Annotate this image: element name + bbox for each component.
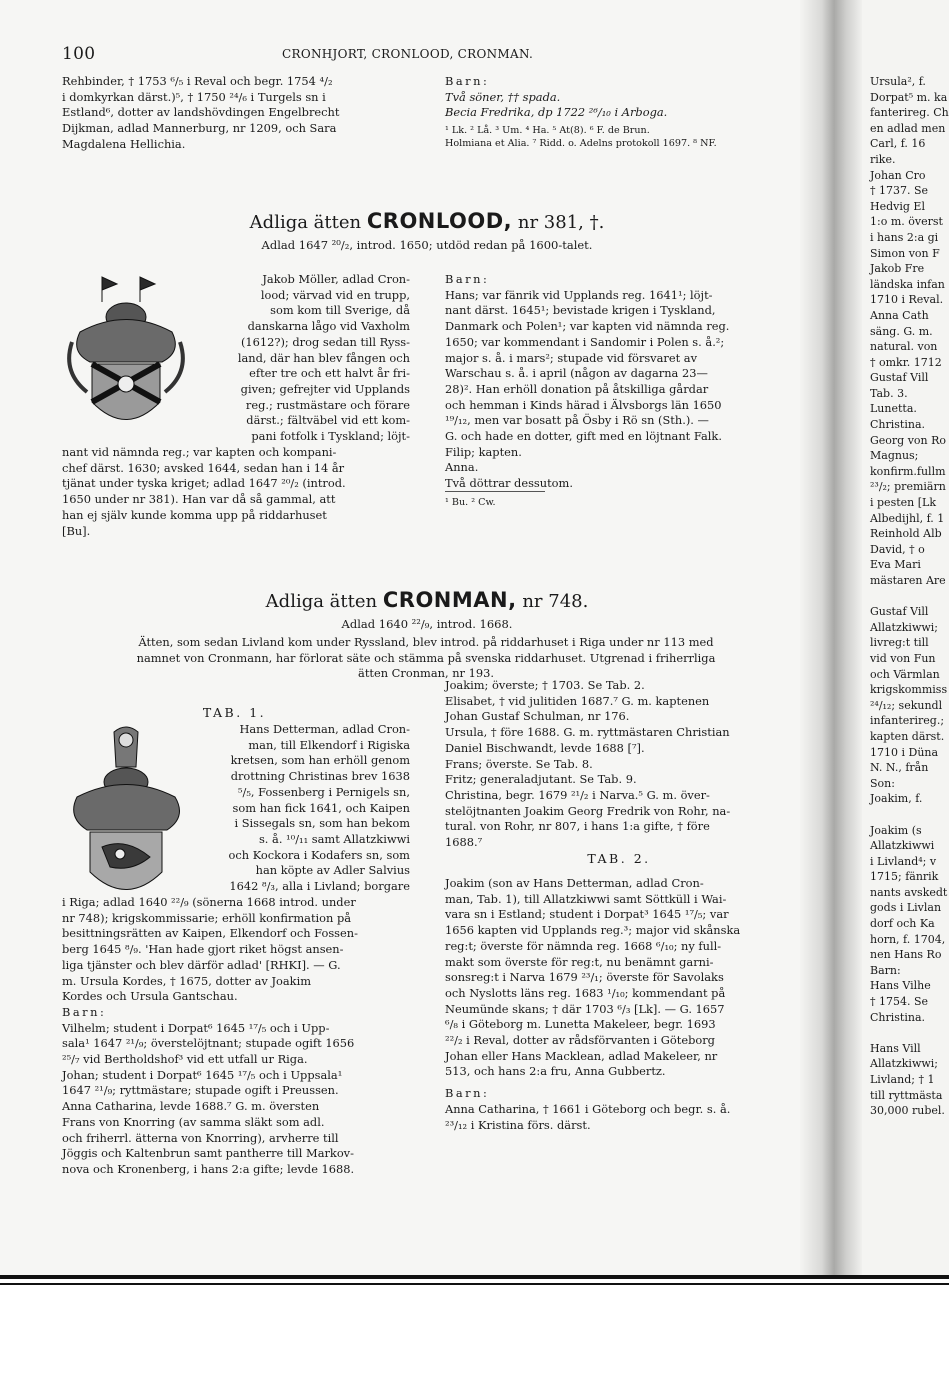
fragment-line: Allatzkiwwi;: [870, 620, 938, 634]
fragment-line: kapten därst.: [870, 729, 945, 743]
fragment-line: konfirm.fullm: [870, 464, 946, 478]
text-line: i domkyrkan därst.)⁵, † 1750 ²⁴/₆ i Turgels sn i: [62, 89, 326, 104]
family-name: CRONMAN,: [382, 588, 517, 612]
cronlood-coat-of-arms: [62, 272, 192, 442]
text-line: och Kockora i Kodafers sn, som: [228, 847, 410, 862]
cronlood-subtitle: Adlad 1647 ²⁰/₂, introd. 1650; utdöd redan på 1600-talet.: [261, 238, 593, 252]
child-entry: Hans; var fänrik vid Upplands reg. 1641¹; löjt-: [445, 287, 713, 302]
text-line: ätten Cronman, nr 193.: [358, 666, 494, 681]
fragment-line: Christina.: [870, 1010, 925, 1024]
child-entry: och hemman i Kinds härad i Älvsborgs län 1650: [445, 397, 722, 412]
right-page-fragment: [862, 0, 949, 1275]
fragment-line: nants avskedt: [870, 885, 948, 899]
text-line: nant vid nämnda reg.; var kapten och kompani-: [62, 445, 337, 459]
fragment-line: ²³/₂; premiärn: [870, 480, 946, 494]
child-entry: Joakim; överste; † 1703. Se Tab. 2.: [445, 678, 645, 692]
fragment-line: Lunetta.: [870, 402, 917, 416]
text-line: och Nyslotts läns reg. 1683 ¹/₁₀; kommendant på: [445, 985, 726, 1000]
text-line: därst.; fältväbel vid ett kom-: [246, 413, 410, 428]
cronlood-children: [445, 272, 793, 492]
child-entry: Johan; student i Dorpat⁶ 1645 ¹⁷/₅ och i Uppsala¹: [62, 1067, 343, 1082]
child-entry: Två döttrar dessutom.: [445, 476, 573, 491]
text-line: Dijkman, adlad Mannerburg, nr 1209, och Sara: [62, 121, 337, 136]
text-line: berg 1645 ⁸/₉. 'Han hade gjort riket högst ansen-: [62, 942, 344, 957]
fragment-line: natural. von: [870, 340, 938, 354]
cronman-title: Adliga ätten CRONMAN, nr 748.: [265, 588, 589, 612]
fragment-line: krigskommiss: [870, 683, 948, 697]
text-line: efter tre och ett halvt år fri-: [249, 366, 410, 381]
text-line: tjänat under tyska kriget; adlad 1647 ²⁰/₂ (introd.: [62, 476, 346, 491]
fragment-line: Simon von F: [870, 246, 940, 260]
child-entry: Vilhelm; student i Dorpat⁶ 1645 ¹⁷/₅ och i Upp-: [62, 1020, 330, 1035]
fragment-line: Magnus;: [870, 449, 919, 463]
text-line: 1656 kapten vid Upplands reg.³; major vid skånska: [445, 923, 741, 938]
fragment-line: Jakob Fre: [870, 262, 925, 276]
child-entry: Två söner, †† spada.: [445, 89, 561, 104]
child-entry: Frans; överste. Se Tab. 8.: [445, 756, 593, 771]
cronman-subtitle: Adlad 1640 ²²/₉, introd. 1668.: [341, 617, 513, 631]
fragment-line: † 1754. Se: [870, 995, 929, 1009]
child-entry: Anna.: [445, 460, 479, 475]
text-line: land, där han blev fången och: [237, 350, 410, 365]
page-header: [62, 44, 762, 64]
fragment-line: Gustaf Vill: [870, 605, 929, 619]
child-entry: 28)². Han erhöll donation på åtskilliga gårdar: [445, 381, 709, 396]
tab-2-heading: TAB. 2.: [587, 851, 651, 866]
child-entry: Warschau s. å. i april (någon av dagarna 23—: [445, 366, 708, 381]
text-line: kretsen, som han erhöll genom: [230, 753, 410, 768]
bottom-margin: [0, 1275, 949, 1390]
text-line: Hans Detterman, adlad Cron-: [239, 722, 410, 736]
text-line: 1642 ⁸/₃, alla i Livland; borgare: [229, 879, 410, 894]
fragment-line: infanterireg.;: [870, 714, 945, 728]
fragment-line: Livland; † 1: [870, 1073, 935, 1086]
fragment-line: till ryttmästa: [870, 1088, 943, 1102]
fragment-line: i hans 2:a gi: [870, 230, 939, 244]
cronman-intro: [55, 635, 797, 682]
text-line: ⁶/₈ i Göteborg m. Lunetta Makeleer, begr. 1693: [445, 1017, 716, 1032]
child-entry: 1647 ²¹/₉; ryttmästare; stupade ogift i Preussen.: [62, 1083, 339, 1098]
text-line: namnet von Cronmann, har förlorat säte och stämma på svenska riddarhuset. Utgrenad i friherrliga: [136, 650, 716, 665]
fragment-line: Eva Mari: [870, 558, 921, 572]
child-entry: Anna Catharina, levde 1688.⁷ G. m. översten: [62, 1099, 320, 1114]
child-entry: nant därst. 1645¹; bevistade krigen i Tyskland,: [445, 303, 716, 318]
text-line: 513, och hans 2:a fru, Anna Gubbertz.: [445, 1064, 666, 1079]
fragment-line: [870, 589, 949, 605]
text-line: [Bu].: [62, 523, 91, 538]
fragment-line: † omkr. 1712: [870, 355, 942, 369]
text-line: man, till Elkendorf i Rigiska: [248, 737, 410, 752]
child-entry: och friherrl. ätterna von Knorring), arvherre till: [62, 1130, 339, 1145]
fragment-line: Georg von Ro: [870, 433, 947, 447]
fragment-line: Allatzkiwwi: [870, 839, 935, 853]
fragment-line: Hedvig El: [870, 199, 925, 213]
cronlood-biography-wide: [62, 445, 410, 539]
fragment-line: Dorpat⁵ m. ka: [870, 90, 948, 104]
fragment-line: Barn:: [870, 963, 901, 977]
text-line: Neumünde skans; † där 1703 ⁶/₃ [Lk]. — G. 1657: [445, 1001, 725, 1016]
text-line: Johan eller Hans Macklean, adlad Makeleer, nr: [445, 1048, 718, 1063]
barn-heading: Barn:: [445, 74, 490, 88]
tab-1-heading: TAB. 1.: [202, 705, 267, 720]
fragment-line: säng. G. m.: [870, 324, 933, 338]
child-entry: ²³/₁₂ i Kristina förs. därst.: [445, 1117, 591, 1132]
book-gutter: [800, 0, 862, 1275]
fragment-line: Son:: [870, 776, 895, 790]
fragment-line: Hans Vill: [870, 1041, 921, 1055]
child-entry: G. och hade en dotter, gift med en löjtnant Falk.: [445, 429, 722, 444]
fragment-line: ländska infan: [870, 277, 945, 291]
fragment-line: Allatzkiwwi;: [870, 1057, 938, 1071]
fragment-line: Reinhold Alb: [870, 527, 942, 541]
child-entry: stelöjtnanten Joakim Georg Fredrik von Rohr, na-: [445, 803, 731, 818]
text-line: lood; värvad vid en trupp,: [260, 287, 410, 302]
child-entry: Becia Fredrika, dp 1722 ²⁶/₁₀ i Arboga.: [445, 105, 668, 120]
text-line: chef därst. 1630; avsked 1644, sedan han i 14 år: [62, 460, 345, 475]
fragment-line: 1710 i Düna: [870, 745, 939, 759]
cronman-tab2-text: [445, 876, 793, 1133]
text-line: som kom till Sverige, då: [270, 303, 410, 318]
text-line: han ej själv kunde komma upp på riddarhuset: [62, 507, 327, 522]
text-line: i Sissegals sn, som han bekom: [234, 816, 410, 831]
fragment-line: Albedijhl, f. 1: [870, 511, 945, 525]
barn-heading: Barn:: [445, 272, 490, 286]
text-line: ⁵/₅, Fossenberg i Pernigels sn,: [237, 784, 410, 799]
fragment-line: i pesten [Lk: [870, 496, 936, 510]
text-line: danskarna lågo vid Vaxholm: [247, 319, 410, 334]
child-entry: Fritz; generaladjutant. Se Tab. 9.: [445, 772, 637, 787]
text-line: nr 748); krigskommissarie; erhöll konfirmation på: [62, 910, 352, 925]
fragment-line: Ursula², f.: [870, 75, 926, 88]
fragment-line: gods i Livlan: [870, 901, 942, 915]
fragment-line: David, † o: [870, 542, 925, 556]
fragment-line: Christina.: [870, 418, 925, 432]
fragment-line: Hans Vilhe: [870, 979, 931, 993]
text-line: man, Tab. 1), till Allatzkiwwi samt Söttküll i Wai-: [445, 891, 727, 906]
child-entry: nova och Kronenberg, i hans 2:a gifte; levde 1688.: [62, 1161, 355, 1176]
fragment-line: livreg:t till: [870, 636, 929, 650]
text-line: (1612?); drog sedan till Ryss-: [240, 334, 410, 349]
fragment-line: rike.: [870, 152, 896, 166]
running-title: CRONHJORT, CRONLOOD, CRONMAN.: [282, 47, 534, 61]
child-entry: Johan Gustaf Schulman, nr 176.: [445, 709, 630, 724]
barn-heading: Barn:: [62, 1004, 107, 1019]
fragment-line: 30,000 rubel.: [870, 1104, 945, 1118]
fragment-line: dorf och Ka: [870, 917, 935, 931]
fragment-line: fanterireg. Ch: [870, 106, 949, 120]
text-line: makt som överste för reg:t, nu benämnt garni-: [445, 954, 714, 969]
child-entry: Daniel Bischwandt, levde 1688 [⁷].: [445, 740, 645, 755]
fragment-line: Johan Cro: [870, 168, 926, 182]
child-entry: major s. å. i mars²; stupade vid försvaret av: [445, 350, 698, 365]
fragment-line: horn, f. 1704,: [870, 932, 946, 946]
fragment-line: Tab. 3.: [870, 386, 908, 400]
child-entry: Danmark och Polen¹; var kapten vid nämnda reg.: [445, 319, 730, 334]
family-name: CRONLOOD,: [366, 209, 513, 233]
fragment-line: 1715; fänrik: [870, 870, 939, 884]
text-line: Kordes och Ursula Gantschau.: [62, 989, 238, 1004]
child-entry: ²⁵/₇ vid Bertholdshof³ vid ett utfall ur Riga.: [62, 1052, 308, 1067]
fragment-line: och Värmlan: [870, 667, 940, 681]
text-line: reg:t; överste för nämnda reg. 1668 ⁶/₁₀; ny full-: [445, 938, 722, 953]
child-entry: 1650; var kommendant i Sandomir i Polen s. å.²;: [445, 334, 725, 349]
fragment-line: Joakim, f.: [870, 792, 923, 806]
text-line: besittningsrätten av Kaipen, Elkendorf och Fossen-: [62, 926, 358, 941]
top-left-continuation: [62, 74, 407, 153]
cronman-tab1-children: [445, 678, 793, 851]
fragment-line: i Livland⁴; v: [870, 854, 937, 868]
page-number: 100: [62, 44, 96, 64]
text-line: Estland⁶, dotter av landshövdingen Engelbrecht: [62, 105, 340, 120]
child-entry: Filip; kapten.: [445, 444, 522, 459]
fragment-line: Anna Cath: [870, 308, 929, 322]
fragment-line: nen Hans Ro: [870, 948, 942, 962]
fragment-line: [870, 1025, 949, 1041]
text-line: sonsreg:t i Narva 1679 ²³/₁; överste för Savolaks: [445, 970, 724, 985]
child-entry: Frans von Knorring (av samma släkt som adl.: [62, 1114, 325, 1129]
text-line: drottning Christinas brev 1638: [230, 769, 410, 784]
text-line: 1650 under nr 381). Han var då så gammal, att: [62, 492, 336, 507]
text-line: i Riga; adlad 1640 ²²/₉ (sönerna 1668 introd. under: [62, 895, 356, 909]
text-line: given; gefrejter vid Upplands: [240, 381, 410, 396]
fragment-line: Gustaf Vill: [870, 371, 929, 385]
child-entry: Ursula, † före 1688. G. m. ryttmästaren Christian: [445, 725, 730, 740]
fragment-line: [870, 807, 949, 823]
border-line: [0, 1283, 949, 1285]
child-entry: Elisabet, † vid julitiden 1687.⁷ G. m. kaptenen: [445, 693, 710, 708]
top-right-continuation: [445, 74, 790, 150]
footnote-rule: [445, 491, 545, 492]
footnote: ¹ Lk. ² Lå. ³ Um. ⁴ Ha. ⁵ At(8). ⁶ F. de Brun.: [445, 125, 650, 137]
text-line: Rehbinder, † 1753 ⁶/₅ i Reval och begr. 1754 ⁴/₂: [62, 74, 333, 88]
text-line: s. å. ¹⁰/₁₁ samt Allatzkiwwi: [258, 831, 410, 846]
text-line: Ätten, som sedan Livland kom under Ryssland, blev introd. på riddarhuset i Riga under nr 113 med: [138, 635, 714, 649]
child-entry: ¹⁹/₁₂, men var bosatt på Ösby i Rö sn (Sth.). —: [445, 413, 709, 428]
border-line: [0, 1275, 949, 1279]
fragment-line: mästaren Are: [870, 574, 946, 587]
cronman-coat-of-arms: [62, 722, 192, 902]
child-entry: Jöggis och Kaltenbrun samt pantherre till Markov-: [62, 1146, 354, 1161]
text-line: vara sn i Estland; student i Dorpat³ 1645 ¹⁷/₅; var: [445, 907, 729, 922]
right-page-text: [870, 74, 949, 1119]
text-line: reg.; rustmästare och förare: [245, 397, 410, 412]
fragment-line: 1710 i Reval.: [870, 293, 944, 307]
text-line: m. Ursula Kordes, † 1675, dotter av Joakim: [62, 973, 312, 988]
fragment-line: † 1737. Se: [870, 184, 929, 198]
text-line: Jakob Möller, adlad Cron-: [262, 272, 410, 286]
text-line: som han fick 1641, och Kaipen: [232, 800, 410, 815]
barn-heading: Barn:: [445, 1086, 490, 1101]
fragment-line: Joakim (s: [870, 823, 922, 837]
cronman-tab1-narrow: [198, 722, 410, 895]
cronlood-title: Adliga ätten CRONLOOD, nr 381, †.: [249, 209, 605, 233]
footnote: Holmiana et Alia. ⁷ Ridd. o. Adelns protokoll 1697. ⁸ NF.: [445, 138, 717, 150]
fragment-line: en adlad men: [870, 121, 946, 135]
child-entry: Anna Catharina, † 1661 i Göteborg och begr. s. å.: [445, 1101, 731, 1116]
cronman-tab1-wide: [62, 895, 410, 1178]
fragment-line: 1:o m. överst: [870, 215, 943, 229]
fragment-line: ²⁴/₁₂; sekundl: [870, 698, 943, 712]
text-line: ²²/₂ i Reval, dotter av rådsförvanten i Göteborg: [445, 1033, 715, 1048]
text-line: pani fotfolk i Tyskland; löjt-: [251, 429, 410, 444]
child-entry: tural. von Rohr, nr 807, i hans 1:a gifte, † före: [445, 819, 710, 834]
text-line: Magdalena Hellichia.: [62, 136, 186, 151]
fragment-line: N. N., från: [870, 761, 929, 775]
child-entry: 1688.⁷: [445, 835, 483, 850]
text-line: Joakim (son av Hans Detterman, adlad Cron-: [445, 876, 704, 890]
text-line: liga tjänster och blev därför adlad' [RHKI]. — G.: [62, 957, 341, 972]
text-line: han köpte av Adler Salvius: [255, 863, 410, 878]
child-entry: sala¹ 1647 ²¹/₉; överstelöjtnant; stupade ogift 1656: [62, 1036, 355, 1051]
fragment-line: Carl, f. 16: [870, 137, 926, 151]
child-entry: Christina, begr. 1679 ²¹/₂ i Narva.⁵ G. m. över-: [445, 787, 710, 802]
cronlood-biography-narrow: [198, 272, 410, 445]
cronlood-footnote: ¹ Bu. ² Cw.: [445, 497, 496, 508]
fragment-line: vid von Fun: [870, 651, 936, 665]
